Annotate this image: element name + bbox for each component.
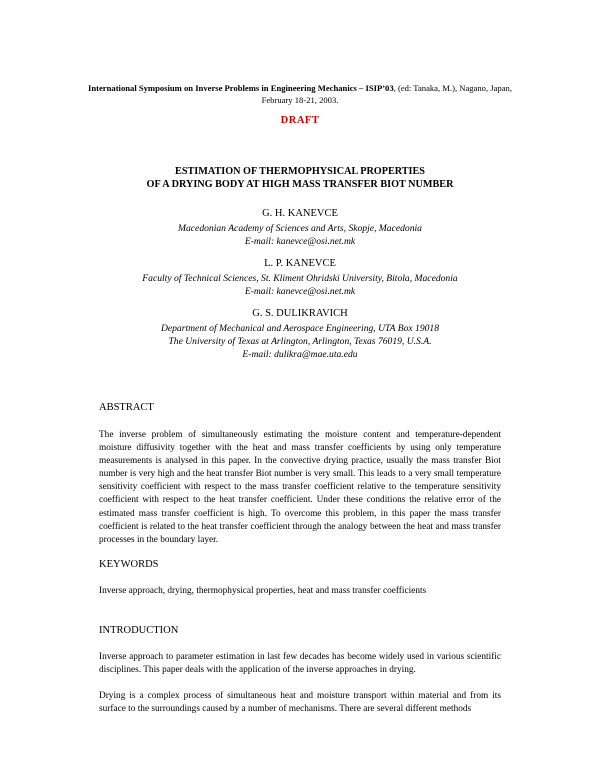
section-heading-abstract: ABSTRACT (99, 402, 154, 413)
section-heading-keywords: KEYWORDS (99, 559, 159, 570)
conference-header (80, 82, 520, 106)
title-line-1: ESTIMATION OF THERMOPHYSICAL PROPERTIES (175, 166, 425, 177)
author-affiliation (60, 222, 540, 248)
keywords-text: Inverse approach, drying, thermophysical properties, heat and mass transfer coefficients (99, 586, 427, 596)
author-affiliation (60, 322, 540, 361)
paper-title (60, 165, 540, 191)
author-email: E-mail: kanevce@osi.net.mk (244, 236, 356, 247)
intro-paragraph-1: Inverse approach to parameter estimation in last few decades has become widely used in various scientific disciplines. This paper deals with the application of the inverse approaches in drying. (99, 652, 501, 676)
conference-details: , (ed: Tanaka, M.), Nagano, Japan, February 18-21, 2003. (261, 83, 512, 105)
author-name: G. S. DULIKRAVICH (252, 308, 348, 319)
title-line-2: OF A DRYING BODY AT HIGH MASS TRANSFER BIOT NUMBER (146, 179, 454, 190)
affiliation-line: Department of Mechanical and Aerospace Engineering, UTA Box 19018 (160, 323, 440, 334)
section-heading-introduction: INTRODUCTION (99, 625, 179, 636)
author-affiliation (60, 272, 540, 298)
affiliation-line: Macedonian Academy of Sciences and Arts, Skopje, Macedonia (178, 223, 422, 234)
affiliation-line: Faculty of Technical Sciences, St. Kliment Ohridski University, Bitola, Macedonia (142, 273, 458, 284)
author-name: L. P. KANEVCE (264, 258, 336, 269)
intro-paragraph-2: Drying is a complex process of simultaneous heat and moisture transport within material and from its surface to the surroundings caused by a number of mechanisms. There are several different methods (99, 691, 501, 715)
draft-label: DRAFT (280, 115, 320, 126)
abstract-text: The inverse problem of simultaneously estimating the moisture content and temperature-dependent moisture diffusivity together with the heat and mass transfer coefficients by using only temperature measurements is analysed in this paper. In the convective drying practice, usually the mass transfer Biot number is very high and the heat transfer Biot number is very small. This leads to a very small temperature sensitivity coefficient with respect to the mass transfer coefficient relative to the temperature sensitivity coefficient with respect to the heat transfer coefficient. Under these conditions the relative error of the estimated mass transfer coefficient is high. To overcome this problem, in this paper the mass transfer coefficient is related to the heat transfer coefficient through the analogy between the heat and mass transfer processes in the boundary layer. (99, 430, 501, 545)
conference-name: International Symposium on Inverse Problems in Engineering Mechanics – ISIP’03 (88, 83, 394, 93)
author-email: E-mail: dulikra@mae.uta.edu (242, 349, 358, 360)
author-email: E-mail: kanevce@osi.net.mk (244, 286, 356, 297)
author-name: G. H. KANEVCE (262, 208, 338, 219)
affiliation-line: The University of Texas at Arlington, Arlington, Texas 76019, U.S.A. (168, 336, 432, 347)
